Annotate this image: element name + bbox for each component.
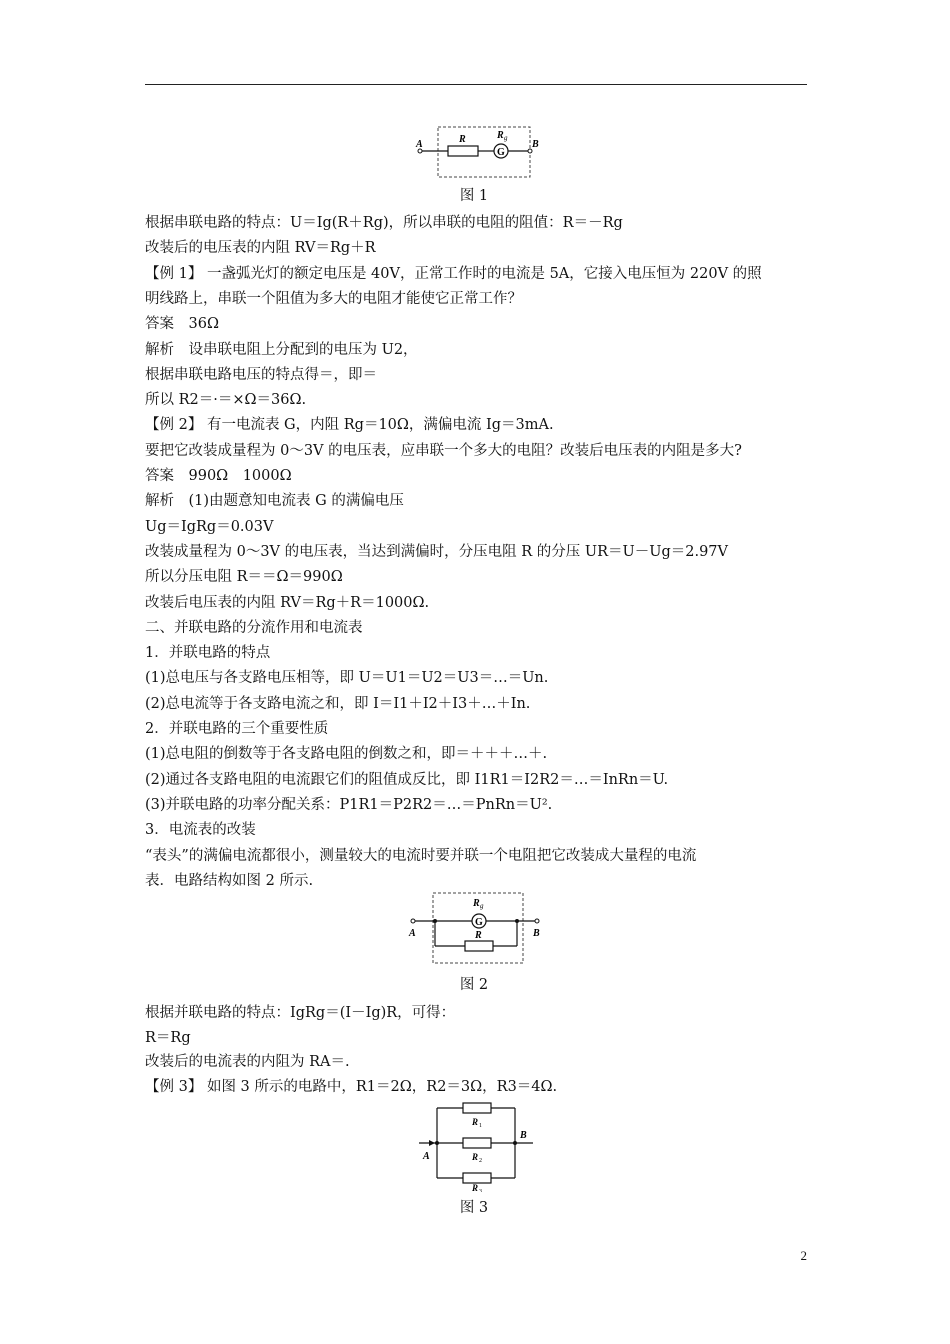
- text-line: 二、并联电路的分流作用和电流表: [145, 619, 363, 636]
- fig1-label-G: G: [497, 147, 505, 158]
- fig3-label-A: A: [423, 1151, 430, 1162]
- fig3-node-A: [435, 1141, 439, 1145]
- text-line: 3．电流表的改装: [145, 822, 256, 839]
- text-line: 所以分压电阻 R＝＝Ω＝990Ω: [145, 569, 343, 586]
- text-line: 改装后电压表的内阻 RV＝Rg＋R＝1000Ω.: [145, 594, 430, 611]
- fig3-resistor-R2: [463, 1138, 491, 1148]
- figure-2-caption: 图 2: [459, 977, 489, 993]
- text-line: 解析 (1)由题意知电流表 G 的满偏电压: [145, 493, 404, 510]
- fig3-resistor-R1: [463, 1103, 491, 1113]
- text-line: 【例 1】 一盏弧光灯的额定电压是 40V，正常工作时的电流是 5A，它接入电压恒为 220V 的照: [145, 265, 762, 282]
- text-line: (2)通过各支路电阻的电流跟它们的阻值成反比，即 I1R1＝I2R2＝…＝InRn＝U.: [145, 771, 669, 788]
- text-line: 明线路上，串联一个阻值为多大的电阻才能使它正常工作？: [145, 290, 522, 307]
- fig2-label-A: A: [409, 928, 416, 939]
- text-line: 【例 2】 有一电流表 G，内阻 Rg＝10Ω，满偏电流 Ig＝3mA.: [145, 417, 554, 434]
- text-line: Ug＝IgRg＝0.03V: [145, 518, 274, 535]
- fig3-label-R1: R: [472, 1117, 479, 1127]
- fig1-label-R: R: [459, 134, 466, 145]
- text-line: (3)并联电路的功率分配关系：P1R1＝P2R2＝…＝PnRn＝U².: [145, 796, 553, 813]
- text-line: 要把它改装成量程为 0～3V 的电压表，应串联一个多大的电阻？改装后电压表的内阻是多大?: [145, 442, 742, 459]
- text-line: (1)总电阻的倒数等于各支路电阻的倒数之和，即＝＋＋＋…＋.: [145, 746, 548, 763]
- text-line: 解析 设串联电阻上分配到的电压为 U2，: [145, 341, 418, 358]
- figure-1-caption: 图 1: [459, 188, 489, 204]
- fig2-node-left: [433, 919, 437, 923]
- text-line: 2．并联电路的三个重要性质: [145, 721, 329, 737]
- text-line: 表．电路结构如图 2 所示.: [145, 872, 314, 889]
- fig3-node-B: [513, 1141, 517, 1145]
- figure-2-parallel-circuit: [405, 890, 550, 968]
- text-line: 答案 36Ω: [145, 316, 219, 333]
- fig2-terminal-A: [411, 919, 415, 923]
- text-line: 根据串联电路的特点：U＝Ig(R＋Rg)，所以串联的电阻的阻值：R＝－Rg: [145, 215, 623, 231]
- fig2-resistor-R: [465, 941, 493, 951]
- page-number: 2: [800, 1248, 807, 1263]
- fig1-label-B: B: [532, 139, 539, 150]
- fig3-label-R2: R: [472, 1152, 479, 1162]
- fig3-current-arrow: [429, 1140, 435, 1146]
- text-line: R＝Rg: [145, 1029, 191, 1046]
- header-rule: [145, 84, 807, 85]
- fig1-label-Rg: R: [497, 130, 504, 141]
- fig3-label-R1-sub: 1: [479, 1123, 482, 1129]
- text-line: 1．并联电路的特点: [145, 645, 271, 662]
- text-line: (2)总电流等于各支路电流之和，即 I＝I1＋I2＋I3＋…＋In.: [145, 695, 531, 712]
- fig2-label-G: G: [475, 917, 483, 928]
- fig3-label-R3: R: [472, 1183, 479, 1192]
- text-line: 改装后的电流表的内阻为 RA＝.: [145, 1054, 350, 1071]
- fig2-terminal-B: [535, 919, 539, 923]
- text-line: “表头”的满偏电流都很小，测量较大的电流时要并联一个电阻把它改装成大量程的电流: [145, 847, 697, 864]
- figure-3-caption: 图 3: [459, 1200, 489, 1216]
- fig1-label-Rg-sub: g: [504, 134, 508, 142]
- figure-3-parallel-resistors: [415, 1100, 540, 1192]
- fig2-label-Rg: R: [473, 898, 480, 909]
- fig2-label-Rg-sub: g: [480, 902, 484, 910]
- fig3-label-R2-sub: 2: [479, 1158, 482, 1164]
- fig2-label-R: R: [475, 930, 482, 941]
- fig2-node-right: [515, 919, 519, 923]
- text-line: 根据串联电路电压的特点得＝，即＝: [145, 366, 377, 383]
- text-line: 所以 R2＝·＝×Ω＝36Ω.: [145, 392, 307, 409]
- figure-1-series-circuit: [412, 124, 540, 182]
- text-line: 根据并联电路的特点：IgRg＝(I－Ig)R，可得：: [145, 1005, 456, 1021]
- fig3-label-B: B: [520, 1130, 527, 1141]
- text-line: 改装成量程为 0～3V 的电压表，当达到满偏时，分压电阻 R 的分压 UR＝U－Ug＝2.97V: [145, 543, 728, 560]
- fig1-resistor-R: [448, 146, 478, 156]
- text-line: (1)总电压与各支路电压相等，即 U＝U1＝U2＝U3＝…＝Un.: [145, 670, 549, 687]
- fig1-label-A: A: [416, 139, 423, 150]
- fig3-resistor-R3: [463, 1173, 491, 1183]
- text-line: 改装后的电压表的内阻 RV＝Rg＋R: [145, 240, 376, 257]
- fig3-label-R3-sub: 3: [479, 1189, 482, 1192]
- text-line: 【例 3】 如图 3 所示的电路中，R1＝2Ω，R2＝3Ω，R3＝4Ω.: [145, 1079, 558, 1096]
- fig2-label-B: B: [533, 928, 540, 939]
- text-line: 答案 990Ω 1000Ω: [145, 468, 292, 484]
